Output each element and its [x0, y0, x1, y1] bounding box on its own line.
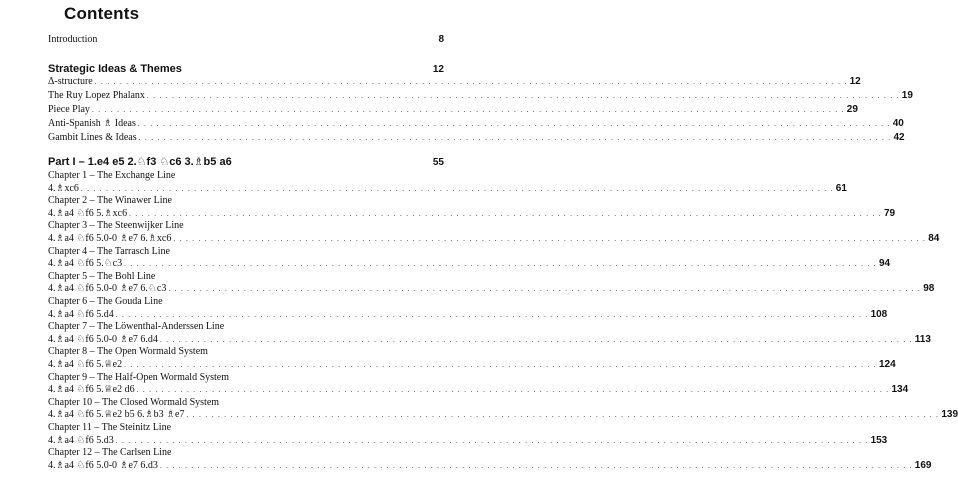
page-title: Contents — [64, 4, 140, 23]
leader-dots: . . . . . . . . . . . . . . . . . . . . . . . . . . . . . . . . . . . . . . . . . . . . . . . . . . . . . . . . . . . . . . . . . . . . . . . . . . . . . . . . . . . . . . . . . . . . . . . . . . . . . . . . . . . . . . . . . . . . . . . . — [159, 335, 913, 344]
toc-page-number: 124 — [878, 359, 896, 370]
toc-page-number: 12 — [432, 64, 444, 75]
toc-entry-label: 4.♗a4 ♘f6 5.0-0 ♗e7 6.d3 — [48, 459, 158, 471]
section-heading-label: Strategic Ideas & Themes — [48, 63, 182, 75]
toc-entry-strategic[interactable] — [48, 103, 858, 117]
toc-entry-label: Chapter 10 – The Closed Wormald System — [48, 396, 220, 408]
toc-entry-label: Chapter 4 – The Tarrasch Line — [48, 245, 170, 257]
leader-dots: . . . . . . . . . . . . . . . . . . . . . . . . . . . . . . . . . . . . . . . . . . . . . . . . . . . . . . . . . . . . . . . . . . . . . . . . . . . . . . . . . . . . . . . . . . . . . . . . . . . . . . . . . . . . . . . . . . . . . . . . — [137, 120, 891, 128]
toc-entry-label: Chapter 8 – The Open Wormald System — [48, 346, 208, 358]
toc-entry-label: Chapter 9 – The Half-Open Wormald System — [48, 371, 230, 383]
toc-entry-label: Chapter 5 – The Bohl Line — [48, 270, 156, 282]
toc-entry-label: Chapter 6 – The Gouda Line — [48, 296, 163, 307]
toc-page-number: 19 — [901, 90, 913, 101]
toc-entry-label: 4.♗a4 ♘f6 5.d4 — [48, 308, 114, 320]
toc-page-number: 134 — [891, 384, 909, 396]
toc-page-number: 153 — [870, 434, 888, 446]
toc-entry-label: Δ-structure — [48, 76, 93, 87]
toc-page-number: 108 — [870, 308, 888, 320]
toc-entry-label: Chapter 7 – The Löwenthal-Anderssen Line — [48, 321, 225, 333]
leader-dots: . . . . . . . . . . . . . . . . . . . . . . . . . . . . . . . . . . . . . . . . . . . . . . . . . . . . . . . . . . . . . . . . . . . . . . . . . . . . . . . . . . . . . . . . . . . . . . . . . . . . . . . . . . . . . . . . . . . . . . . . — [138, 134, 892, 142]
toc-page-number: 40 — [892, 118, 904, 129]
leader-dots: . . . . . . . . . . . . . . . . . . . . . . . . . . . . . . . . . . . . . . . . . . . . . . . . . . . . . . . . . . . . . . . . . . . . . . . . . . . . . . . . . . . . . . . . . . . . . . . . . . . . . . . . . . . . . . . . . . . . . . . . — [173, 235, 927, 243]
toc-entry-label: Chapter 2 – The Winawer Line — [48, 195, 172, 207]
toc-entry-introduction[interactable] — [48, 33, 444, 47]
toc-entry-label: The Ruy Lopez Phalanx — [48, 90, 145, 101]
section-heading-strategic[interactable] — [48, 62, 444, 76]
toc-page-number: 79 — [883, 207, 896, 219]
toc-page-number: 94 — [878, 258, 891, 270]
toc-page-number: 29 — [846, 104, 858, 115]
toc-page-number: 61 — [835, 182, 847, 194]
toc-page-number: 139 — [941, 409, 958, 421]
toc-entry-label: 4.♗xc6 — [48, 182, 79, 194]
toc-entry-strategic[interactable] — [48, 89, 913, 103]
leader-dots: . . . . . . . . . . . . . . . . . . . . . . . . . . . . . . . . . . . . . . . . . . . . . . . . . . . . . . . . . . . . . . . . . . . . . . . . . . . . . . . . . . . . . . . . . . . . . . . . . . . . . . . . . . . . . . . . . . . . . . . . — [159, 461, 913, 470]
toc-entry-label: Introduction — [48, 34, 98, 45]
leader-dots: . . . . . . . . . . . . . . . . . . . . . . . . . . . . . . . . . . . . . . . . . . . . . . . . . . . . . . . . . . . . . . . . . . . . . . . . . . . . . . . . . . . . . . . . . . . . . . . . . . . . . . . . . . . . . . . . . . . . . . . . — [136, 386, 890, 395]
toc-entry-label: 4.♗a4 ♘f6 5.♕e2 d6 — [48, 384, 135, 396]
leader-dots: . . . . . . . . . . . . . . . . . . . . . . . . . . . . . . . . . . . . . . . . . . . . . . . . . . . . . . . . . . . . . . . . . . . . . . . . . . . . . . . . . . . . . . . . . . . . . . . . . . . . . . . . . . . . . . . . . . . . . . . . — [124, 361, 877, 369]
leader-dots: . . . . . . . . . . . . . . . . . . . . . . . . . . . . . . . . . . . . . . . . . . . . . . . . . . . . . . . . . . . . . . . . . . . . . . . . . . . . . . . . . . . . . . . . . . . . . . . . . . . . . . . . . . . . . . . . . . . . . . . . — [115, 310, 869, 319]
leader-dots: . . . . . . . . . . . . . . . . . . . . . . . . . . . . . . . . . . . . . . . . . . . . . . . . . . . . . . . . . . . . . . . . . . . . . . . . . . . . . . . . . . . . . . . . . . . . . . . . . . . . . . . . . . . . . . . . . . . . . . . . — [124, 260, 877, 269]
toc-entry-label: Chapter 11 – The Steinitz Line — [48, 422, 172, 433]
leader-dots: . . . . . . . . . . . . . . . . . . . . . . . . . . . . . . . . . . . . . . . . . . . . . . . . . . . . . . . . . . . . . . . . . . . . . . . . . . . . . . . . . . . . . . . . . . . . . . . . . . . . . . . . . . . . . . . . . . . . . . . . — [129, 209, 882, 218]
toc-entry-label: 4.♗a4 ♘f6 5.0-0 ♗e7 6.d4 — [48, 333, 158, 345]
toc-page-number: 84 — [928, 233, 940, 244]
toc-entry-label: 4.♗a4 ♘f6 5.♕e2 — [48, 359, 123, 370]
section-heading-label: Part I – 1.e4 e5 2.♘f3 ♘c6 3.♗b5 a6 — [48, 156, 232, 168]
toc-entry-label: 4.♗a4 ♘f6 5.♘c3 — [48, 258, 123, 270]
toc-entry-label: 4.♗a4 ♘f6 5.0-0 ♗e7 6.♗xc6 — [48, 233, 172, 244]
leader-dots: . . . . . . . . . . . . . . . . . . . . . . . . . . . . . . . . . . . . . . . . . . . . . . . . . . . . . . . . . . . . . . . . . . . . . . . . . . . . . . . . . . . . . . . . . . . . . . . . . . . . . . . . . . . . . . . . . . . . . . . . — [146, 92, 900, 100]
leader-dots: . . . . . . . . . . . . . . . . . . . . . . . . . . . . . . . . . . . . . . . . . . . . . . . . . . . . . . . . . . . . . . . . . . . . . . . . . . . . . . . . . . . . . . . . . . . . . . . . . . . . . . . . . . . . . . . . . . . . . . . . — [115, 436, 869, 445]
leader-dots: . . . . . . . . . . . . . . . . . . . . . . . . . . . . . . . . . . . . . . . . . . . . . . . . . . . . . . . . . . . . . . . . . . . . . . . . . . . . . . . . . . . . . . . . . . . . . . . . . . . . . . . . . . . . . . . . . . . . . . . . — [168, 285, 922, 294]
toc-entry-strategic[interactable] — [48, 131, 905, 145]
toc-page-number: 113 — [914, 333, 931, 345]
toc-entry-label: 4.♗a4 ♘f6 5.♗xc6 — [48, 207, 128, 219]
toc-entry-label: Chapter 1 – The Exchange Line — [48, 170, 176, 181]
leader-dots: . . . . . . . . . . . . . . . . . . . . . . . . . . . . . . . . . . . . . . . . . . . . . . . . . . . . . . . . . . . . . . . . . . . . . . . . . . . . . . . . . . . . . . . . . . . . . . . . . . . . . . . . . . . . . . . . . . . . . . . . — [91, 106, 845, 114]
toc-entry-label: 4.♗a4 ♘f6 5.0-0 ♗e7 6.♘c3 — [48, 283, 167, 295]
toc-entry-label: Chapter 12 – The Carlsen Line — [48, 447, 172, 459]
toc-page-number: 98 — [923, 283, 935, 295]
toc-entry-label: Gambit Lines & Ideas — [48, 132, 137, 143]
toc-entry-label: 4.♗a4 ♘f6 5.♕e2 b5 6.♗b3 ♗e7 — [48, 409, 185, 421]
toc-entry-label: Anti-Spanish ♗ Ideas — [48, 118, 136, 129]
toc-page-number: 12 — [849, 76, 861, 87]
leader-dots: . . . . . . . . . . . . . . . . . . . . . . . . . . . . . . . . . . . . . . . . . . . . . . . . . . . . . . . . . . . . . . . . . . . . . . . . . . . . . . . . . . . . . . . . . . . . . . . . . . . . . . . . . . . . . . . . . . . . . . . . — [186, 411, 940, 420]
toc-entry-label: Piece Play — [48, 104, 90, 115]
toc-entry-label: 4.♗a4 ♘f6 5.d3 — [48, 434, 114, 446]
toc-entry-label: Chapter 3 – The Steenwijker Line — [48, 220, 184, 232]
toc-page-number: 169 — [914, 459, 932, 471]
toc-page-number: 55 — [432, 157, 444, 168]
leader-dots: . . . . . . . . . . . . . . . . . . . . . . . . . . . . . . . . . . . . . . . . . . . . . . . . . . . . . . . . . . . . . . . . . . . . . . . . . . . . . . . . . . . . . . . . . . . . . . . . . . . . . . . . . . . . . . . . . . . . . . . . — [80, 184, 834, 193]
chapter-moves[interactable] — [48, 459, 932, 473]
toc-page-number: 8 — [438, 34, 444, 45]
toc-page-number: 42 — [893, 132, 905, 143]
leader-dots: . . . . . . . . . . . . . . . . . . . . . . . . . . . . . . . . . . . . . . . . . . . . . . . . . . . . . . . . . . . . . . . . . . . . . . . . . . . . . . . . . . . . . . . . . . . . . . . . . . . . . . . . . . . . . . . . . . . . . . . . — [94, 78, 848, 86]
section-heading-part1[interactable] — [48, 155, 444, 169]
toc-entry-strategic[interactable] — [48, 117, 904, 131]
toc-entry-strategic[interactable] — [48, 75, 861, 89]
